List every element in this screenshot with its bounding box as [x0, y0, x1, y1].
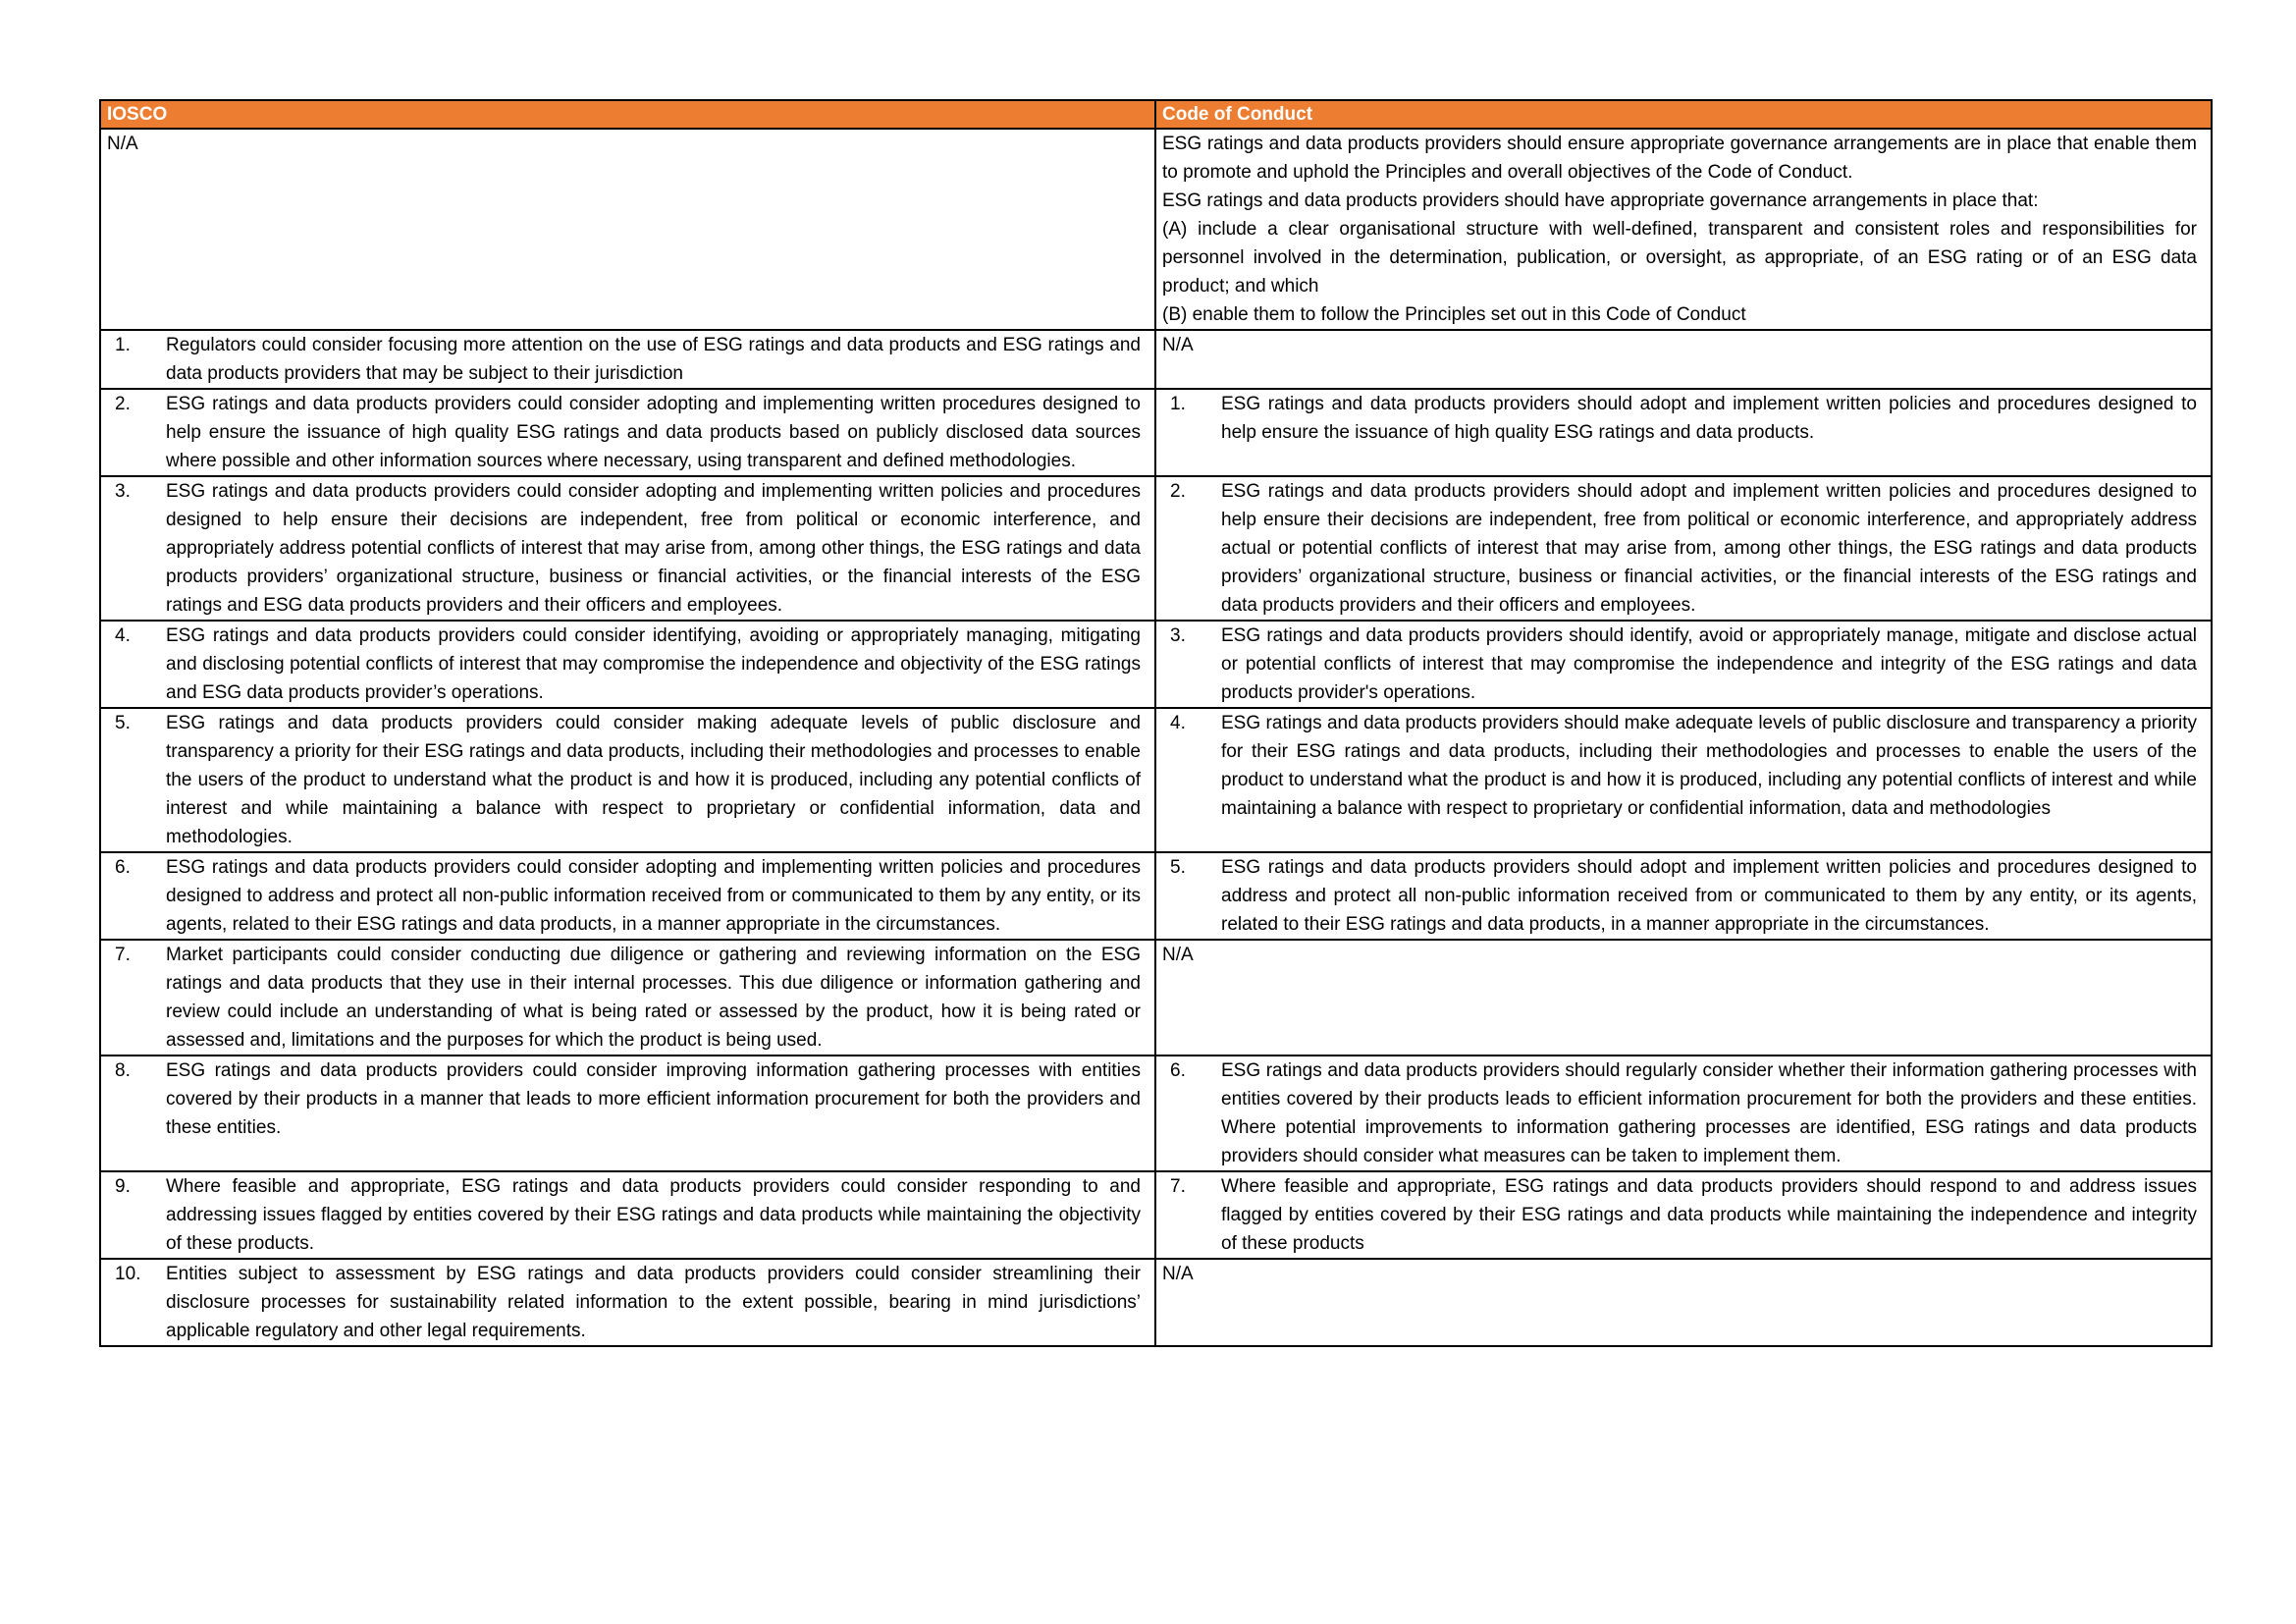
code-cell	[1155, 1056, 2212, 1171]
item-text: ESG ratings and data products providers should adopt and implement written policies and procedures designed to help ensure their decisions are independent, free from political or economic interference, and appropriately address actual or potential conflicts of interest that may arise from, among other things, the ESG ratings and data products providers’ organizational structure, business or financial activities, or the financial interests of the ESG ratings and data products providers and their officers and employees.	[1221, 481, 2197, 616]
iosco-cell	[100, 940, 1155, 1056]
item-number: 3.	[1170, 625, 1186, 646]
item-number: 8.	[115, 1060, 131, 1081]
comparison-table	[99, 99, 2213, 1347]
iosco-cell	[100, 1171, 1155, 1259]
code-cell	[1155, 389, 2212, 476]
code-paragraph: ESG ratings and data products providers should have appropriate governance arrangements in place that:	[1162, 190, 2039, 211]
item-number: 7.	[115, 945, 131, 965]
iosco-cell	[100, 621, 1155, 708]
header-iosco: IOSCO	[100, 100, 1155, 129]
item-number: 3.	[115, 481, 131, 502]
document-page	[99, 99, 2211, 1347]
item-text: ESG ratings and data products providers could consider adopting and implementing written policies and procedures designed to address and protect all non-public information received from or communicated to them by any entity, or its agents, related to their ESG ratings and data products, in a manner appropriate in the circumstances.	[166, 857, 1141, 935]
iosco-cell	[100, 1259, 1155, 1346]
item-text: Entities subject to assessment by ESG ratings and data products providers could consider streamlining their disclosure processes for sustainability related information to the extent possible, bearing in mind jurisdictions’ applicable regulatory and other legal requirements.	[166, 1264, 1141, 1341]
table-row	[100, 476, 2212, 621]
item-text: ESG ratings and data products providers could consider making adequate levels of public disclosure and transparency a priority for their ESG ratings and data products, including their methodologies and processes to enable the users of the product to understand what the product is and how it is produced, including any potential conflicts of interest and while maintaining a balance with respect to proprietary or confidential information, data and methodologies.	[166, 713, 1141, 847]
code-cell	[1155, 476, 2212, 621]
iosco-cell	[100, 330, 1155, 389]
item-text: ESG ratings and data products providers could consider improving information gathering processes with entities covered by their products in a manner that leads to more efficient information procurement for both the providers and these entities.	[166, 1060, 1141, 1138]
item-number: 4.	[1170, 713, 1186, 733]
item-number: 2.	[1170, 481, 1186, 502]
code-cell	[1155, 1171, 2212, 1259]
item-text: Where feasible and appropriate, ESG ratings and data products providers should respond to and address issues flagged by entities covered by their ESG ratings and data products while maintaining the independence and integrity of these products	[1221, 1176, 2197, 1254]
item-text: ESG ratings and data products providers should identify, avoid or appropriately manage, mitigate and disclose actual or potential conflicts of interest that may compromise the independence and integrity of the ESG ratings and data products provider's operations.	[1221, 625, 2197, 703]
table-row	[100, 940, 2212, 1056]
item-number: 5.	[115, 713, 131, 733]
table-row	[100, 1056, 2212, 1171]
table-row	[100, 708, 2212, 852]
item-number: 9.	[115, 1176, 131, 1197]
item-text: Market participants could consider conducting due diligence or gathering and reviewing information on the ESG ratings and data products that they use in their internal processes. This due diligence or information gathering and review could include an understanding of what is being rated or assessed by the product, how it is being rated or assessed and, limitations and the purposes for which the product is being used.	[166, 945, 1141, 1051]
item-number: 10.	[115, 1264, 141, 1284]
code-cell	[1155, 708, 2212, 852]
item-text: N/A	[1162, 1264, 1194, 1284]
item-text: N/A	[1162, 945, 1194, 965]
item-number: 1.	[1170, 394, 1186, 414]
iosco-cell	[100, 1056, 1155, 1171]
iosco-cell	[100, 476, 1155, 621]
item-text: ESG ratings and data products providers could consider adopting and implementing written procedures designed to help ensure the issuance of high quality ESG ratings and data products based on publicly disclosed data sources where possible and other information sources where necessary, using transparent and defined methodologies.	[166, 394, 1141, 471]
table-row	[100, 330, 2212, 389]
item-number: 4.	[115, 625, 131, 646]
item-text: ESG ratings and data products providers should adopt and implement written policies and procedures designed to address and protect all non-public information received from or communicated to them by any entity, or its agents, related to their ESG ratings and data products, in a manner appropriate in the circumstances.	[1221, 857, 2197, 935]
iosco-cell	[100, 852, 1155, 940]
code-cell	[1155, 621, 2212, 708]
code-cell	[1155, 129, 2212, 330]
iosco-cell	[100, 129, 1155, 330]
item-text: Where feasible and appropriate, ESG ratings and data products providers could consider responding to and addressing issues flagged by entities covered by their ESG ratings and data products while maintaining the objectivity of these products.	[166, 1176, 1141, 1254]
iosco-text: N/A	[107, 134, 138, 154]
code-paragraph: ESG ratings and data products providers should ensure appropriate governance arrangements are in place that enable them to promote and uphold the Principles and overall objectives of the Code of Conduct.	[1162, 134, 2197, 183]
item-text: ESG ratings and data products providers should make adequate levels of public disclosure and transparency a priority for their ESG ratings and data products, including their methodologies and processes to enable the users of the product to understand what the product is and how it is produced, including any potential conflicts of interest and while maintaining a balance with respect to proprietary or confidential information, data and methodologies	[1221, 713, 2197, 819]
iosco-cell	[100, 708, 1155, 852]
item-number: 5.	[1170, 857, 1186, 878]
table-row	[100, 129, 2212, 330]
code-paragraph: (B) enable them to follow the Principles set out in this Code of Conduct	[1162, 304, 1746, 325]
item-text: ESG ratings and data products providers could consider identifying, avoiding or appropriately managing, mitigating and disclosing potential conflicts of interest that may compromise the independence and objectivity of the ESG ratings and ESG data products provider’s operations.	[166, 625, 1141, 703]
code-paragraph: (A) include a clear organisational structure with well-defined, transparent and consistent roles and responsibilities for personnel involved in the determination, publication, or oversight, as appropriate, of an ESG rating or of an ESG data product; and which	[1162, 219, 2197, 297]
item-text: ESG ratings and data products providers should adopt and implement written policies and procedures designed to help ensure the issuance of high quality ESG ratings and data products.	[1221, 394, 2197, 443]
code-cell	[1155, 940, 2212, 1056]
table-header-row	[100, 100, 2212, 129]
table-row	[100, 621, 2212, 708]
iosco-cell	[100, 389, 1155, 476]
code-cell	[1155, 330, 2212, 389]
item-text: ESG ratings and data products providers could consider adopting and implementing written policies and procedures designed to help ensure their decisions are independent, free from political or economic interference, and appropriately address potential conflicts of interest that may arise from, among other things, the ESG ratings and data products providers’ organizational structure, business or financial activities, or the financial interests of the ESG ratings and ESG data products providers and their officers and employees.	[166, 481, 1141, 616]
item-number: 6.	[115, 857, 131, 878]
item-text: Regulators could consider focusing more attention on the use of ESG ratings and data products and ESG ratings and data products providers that may be subject to their jurisdiction	[166, 335, 1141, 384]
item-number: 6.	[1170, 1060, 1186, 1081]
table-row	[100, 389, 2212, 476]
code-cell	[1155, 852, 2212, 940]
table-row	[100, 1171, 2212, 1259]
code-cell	[1155, 1259, 2212, 1346]
item-text: N/A	[1162, 335, 1194, 355]
table-row	[100, 852, 2212, 940]
item-number: 7.	[1170, 1176, 1186, 1197]
item-text: ESG ratings and data products providers should regularly consider whether their information gathering processes with entities covered by their products leads to efficient information procurement for both the providers and these entities. Where potential improvements to information gathering processes are identified, ESG ratings and data products providers should consider what measures can be taken to implement them.	[1221, 1060, 2197, 1166]
header-code-of-conduct: Code of Conduct	[1155, 100, 2212, 129]
item-number: 1.	[115, 335, 131, 355]
item-number: 2.	[115, 394, 131, 414]
table-row	[100, 1259, 2212, 1346]
